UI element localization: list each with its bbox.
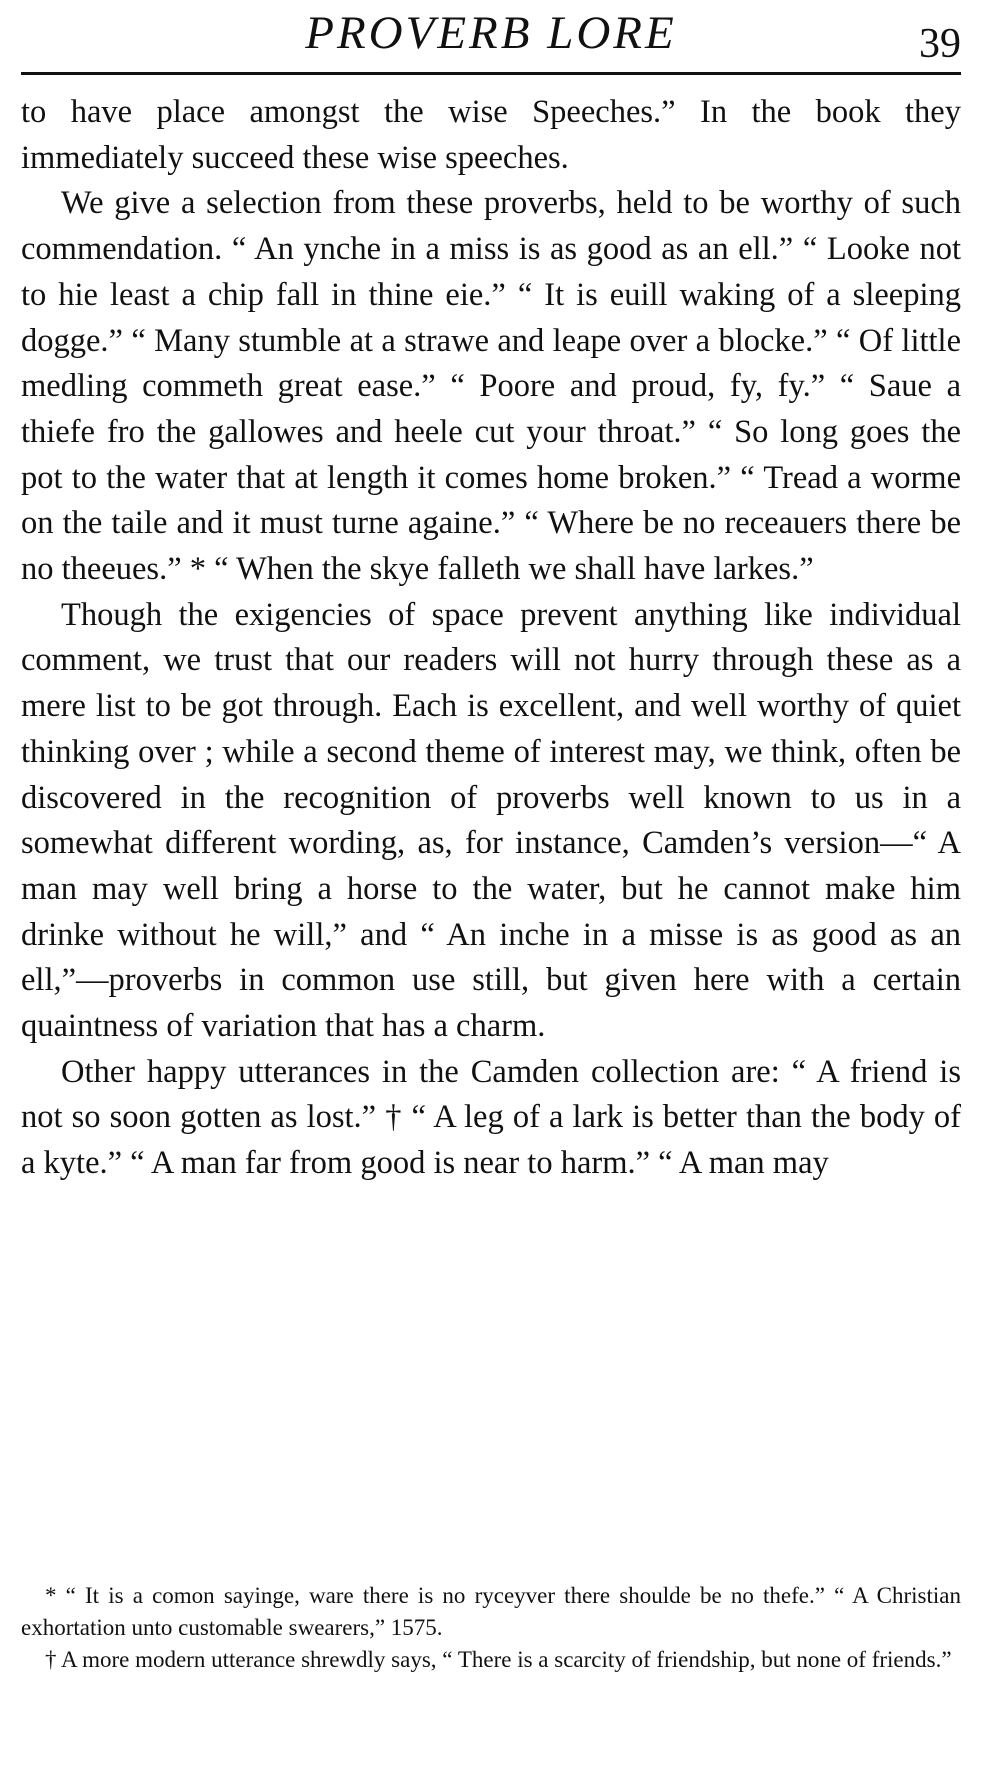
page-number: 39 xyxy=(919,21,961,67)
footnotes xyxy=(21,1580,961,1676)
footnote-dagger: † A more modern utterance shrewdly says, “ There is a scarcity of friendship, but none of friends.” xyxy=(45,1647,952,1672)
paragraph-proverb-selection: We give a selection from these proverbs, held to be worthy of such commendation. “ An ynche in a miss is as good as an ell.” “ Looke not to hie least a chip fall in thine eie.” “ It is euill waking of a sleeping dogge.” “ Many stumble at a strawe and leape over a blocke.” “ Of little medling commeth great ease.” “ Poore and proud, fy, fy.” “ Saue a thiefe fro the gallowes and heele cut your throat.” “ So long goes the pot to the water that at length it comes home broken.” “ Tread a worme on the taile and it must turne againe.” “ Where be no receauers there be no theeues.” * “ When the skye falleth we shall have larkes.” xyxy=(21,185,961,588)
running-head xyxy=(21,4,961,74)
book-page xyxy=(21,0,961,1765)
paragraph-commentary: Though the exigencies of space prevent anything like individual comment, we trust that our readers will not hurry through these as a mere list to be got through. Each is excellent, and well worthy of quiet thinking over ; while a second theme of interest may, we think, often be discovered in the recognition of proverbs well known to us in a somewhat different wording, as, for instance, Camden’s version—“ A man may well bring a horse to the water, but he cannot make him drinke without he will,” and “ An inche in a misse is as good as an ell,”—proverbs in common use still, but given here with a certain quaintness of variation that has a charm. xyxy=(21,596,961,1045)
paragraph-continuation: to have place amongst the wise Speeches.” In the book they immediately succeed these wise speeches. xyxy=(21,94,961,176)
header-rule xyxy=(21,72,961,75)
running-title: PROVERB LORE xyxy=(305,7,677,59)
body-text xyxy=(21,90,961,1187)
paragraph-camden-collection: Other happy utterances in the Camden collection are: “ A friend is not so soon gotten as lost.” † “ A leg of a lark is better than the body of a kyte.” “ A man far from good is near to harm.” “ A man may xyxy=(21,1053,961,1182)
footnote-asterisk: * “ It is a comon sayinge, ware there is no ryceyver there shoulde be no thefe.” “ A Christian exhortation unto customable swearers,” 1575. xyxy=(21,1583,961,1640)
